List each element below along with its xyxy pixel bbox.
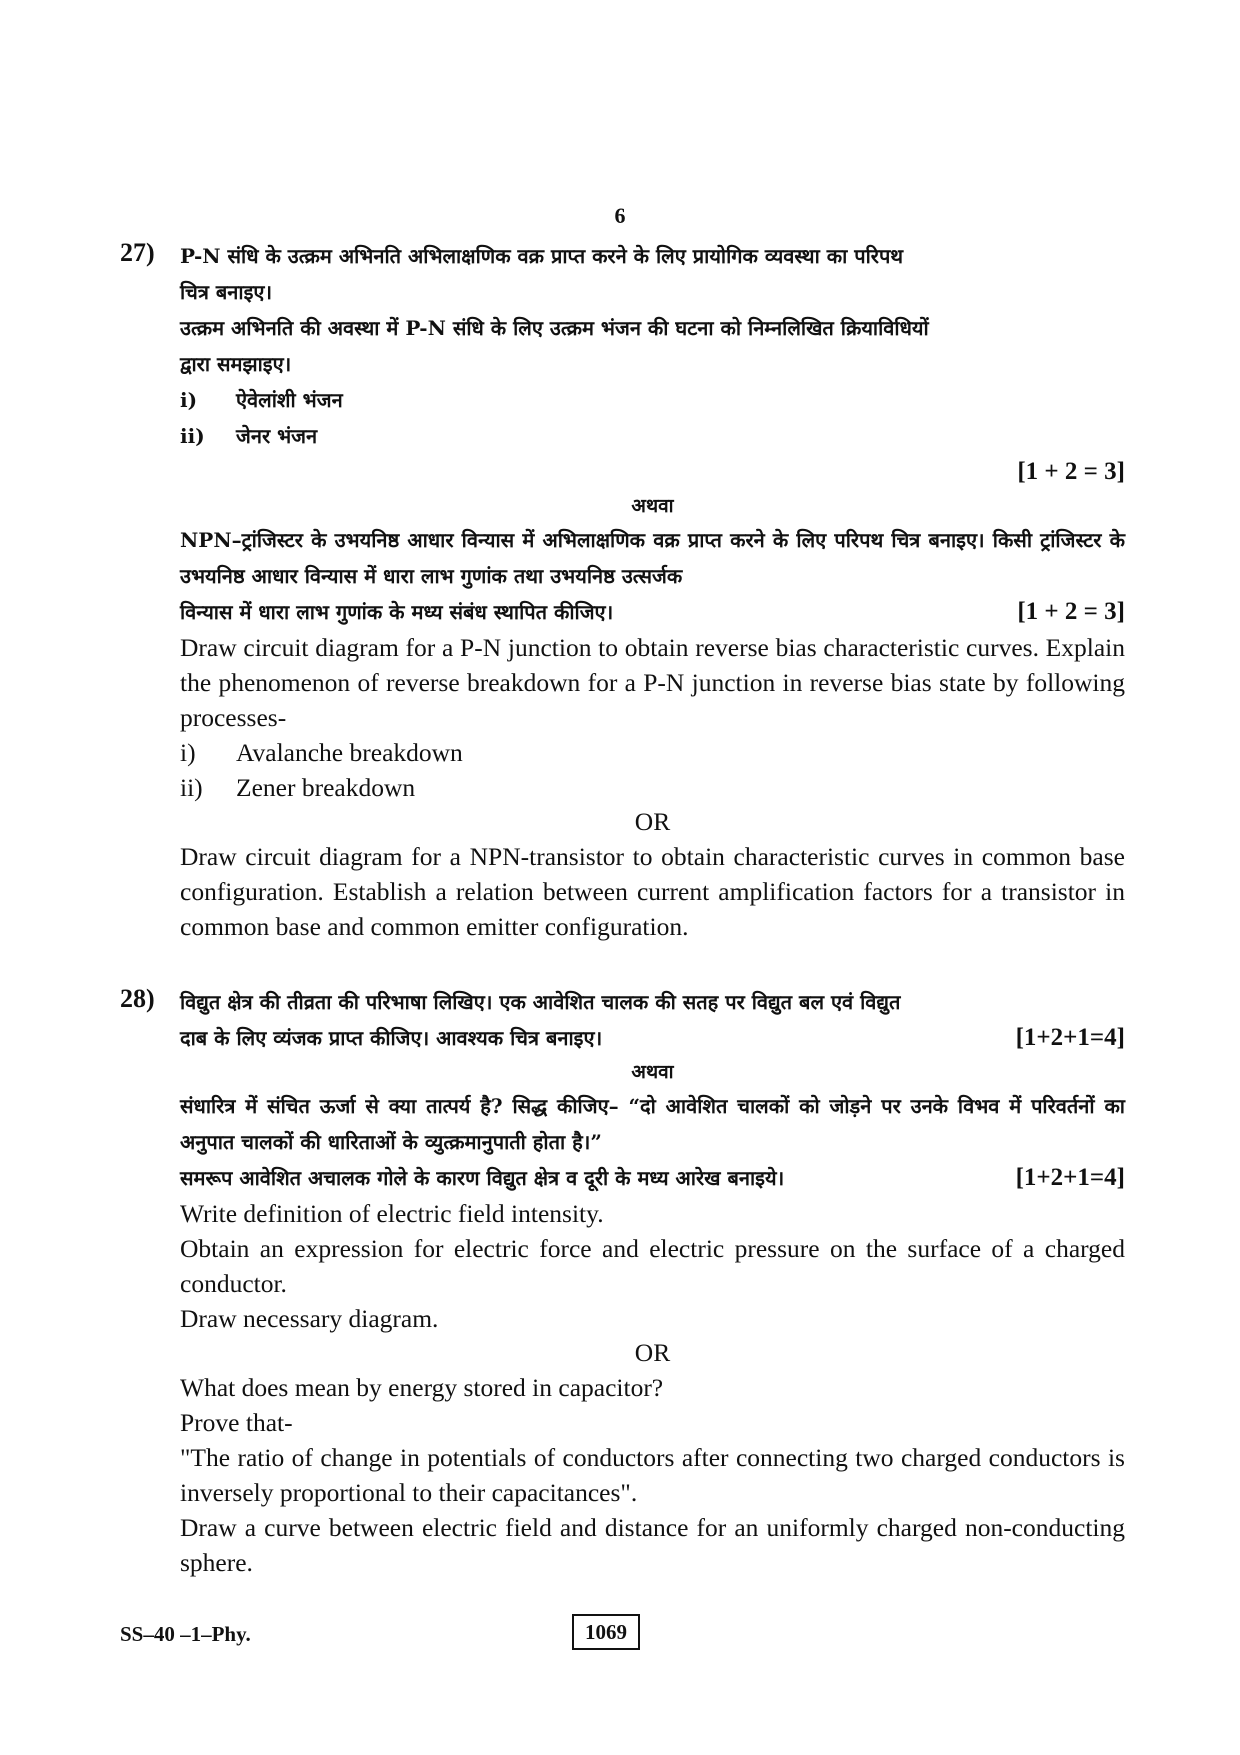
hindi-line-with-marks bbox=[180, 1160, 1125, 1196]
english-paragraph: Draw a curve between electric field and distance for an uniformly charged non-conducting sphere. bbox=[180, 1513, 1125, 1577]
marks: [1 + 2 = 3] bbox=[1017, 458, 1125, 485]
or-english: OR bbox=[634, 807, 671, 836]
list-item bbox=[180, 735, 1125, 770]
question-number: 27) bbox=[120, 238, 155, 267]
or-hindi: अथवा bbox=[631, 1061, 674, 1083]
item-number: ii) bbox=[180, 773, 203, 802]
english-paragraph: Obtain an expression for electric force and electric pressure on the surface of a charged conductor. bbox=[180, 1234, 1125, 1298]
or-hindi: अथवा bbox=[631, 495, 674, 517]
paper-code: SS–40 –1–Phy. bbox=[120, 1622, 251, 1646]
item-text: Avalanche breakdown bbox=[236, 738, 463, 767]
question-28 bbox=[120, 984, 1125, 1580]
english-line: Write definition of electric field intensity. bbox=[180, 1199, 604, 1228]
item-number: i) bbox=[180, 388, 198, 412]
item-text: जेनर भंजन bbox=[236, 424, 318, 448]
list-item bbox=[180, 382, 1125, 418]
marks: [1+2+1=4] bbox=[1015, 1024, 1125, 1051]
hindi-paragraph: NPN–ट्रांजिस्टर के उभयनिष्ठ आधार विन्यास में अभिलाक्षणिक वक्र प्राप्त करने के लिए परिपथ चित्र बनाइए। किसी ट्रांजिस्टर के उभयनिष्ठ आधार विन्यास में धारा लाभ गुणांक तथा उभयनिष्ठ उत्सर्जक bbox=[180, 528, 1125, 588]
item-text: ऐवेलांशी भंजन bbox=[236, 388, 343, 412]
list-item bbox=[180, 770, 1125, 805]
page-code-box: 1069 bbox=[572, 1614, 640, 1650]
hindi-line-with-marks bbox=[180, 594, 1125, 630]
hindi-line: विन्यास में धारा लाभ गुणांक के मध्य संबंध स्थापित कीजिए। bbox=[180, 600, 614, 624]
hindi-line: द्वारा समझाइए। bbox=[180, 352, 292, 376]
or-english: OR bbox=[634, 1338, 671, 1367]
list-item bbox=[180, 418, 1125, 454]
hindi-line-with-marks bbox=[180, 1020, 1125, 1056]
marks: [1 + 2 = 3] bbox=[1017, 598, 1125, 625]
hindi-line: चित्र बनाइए। bbox=[180, 280, 273, 304]
hindi-line: समरूप आवेशित अचालक गोले के कारण विद्युत क्षेत्र व दूरी के मध्य आरेख बनाइये। bbox=[180, 1166, 785, 1190]
hindi-paragraph: संधारित्र में संचित ऊर्जा से क्या तात्पर्य है? सिद्ध कीजिए– “दो आवेशित चालकों को जोड़ने पर उनके विभव में परिवर्तनों का अनुपात चालकों की धारिताओं के व्युत्क्रमानुपाती होता है।” bbox=[180, 1094, 1125, 1154]
english-line: Prove that- bbox=[180, 1408, 293, 1437]
english-paragraph: Draw circuit diagram for a P-N junction to obtain reverse bias characteristic curves. Explain the phenomenon of reverse breakdown for a P-N junction in reverse bias state by following processes- bbox=[180, 633, 1125, 732]
english-line: What does mean by energy stored in capacitor? bbox=[180, 1373, 664, 1402]
marks: [1+2+1=4] bbox=[1015, 1164, 1125, 1191]
question-27 bbox=[120, 238, 1125, 944]
question-number: 28) bbox=[120, 984, 155, 1013]
hindi-line: उत्क्रम अभिनति की अवस्था में P-N संधि के लिए उत्क्रम भंजन की घटना को निम्नलिखित क्रियाविधियों bbox=[180, 316, 929, 340]
english-paragraph: Draw circuit diagram for a NPN-transistor to obtain characteristic curves in common base configuration. Establish a relation between current amplification factors for a transistor in common base and common emitter configuration. bbox=[180, 842, 1125, 941]
page-number: 6 bbox=[614, 203, 626, 228]
item-number: ii) bbox=[180, 424, 205, 448]
hindi-line: दाब के लिए व्यंजक प्राप्त कीजिए। आवश्यक चित्र बनाइए। bbox=[180, 1026, 603, 1050]
hindi-line: विद्युत क्षेत्र की तीव्रता की परिभाषा लिखिए। एक आवेशित चालक की सतह पर विद्युत बल एवं विद्युत bbox=[180, 990, 901, 1014]
hindi-line: P-N संधि के उत्क्रम अभिनति अभिलाक्षणिक वक्र प्राप्त करने के लिए प्रायोगिक व्यवस्था का परिपथ bbox=[180, 244, 904, 268]
english-line: Draw necessary diagram. bbox=[180, 1304, 439, 1333]
item-number: i) bbox=[180, 738, 196, 767]
item-text: Zener breakdown bbox=[236, 773, 416, 802]
english-paragraph: "The ratio of change in potentials of conductors after connecting two charged conductors is inversely proportional to their capacitances". bbox=[180, 1443, 1125, 1507]
